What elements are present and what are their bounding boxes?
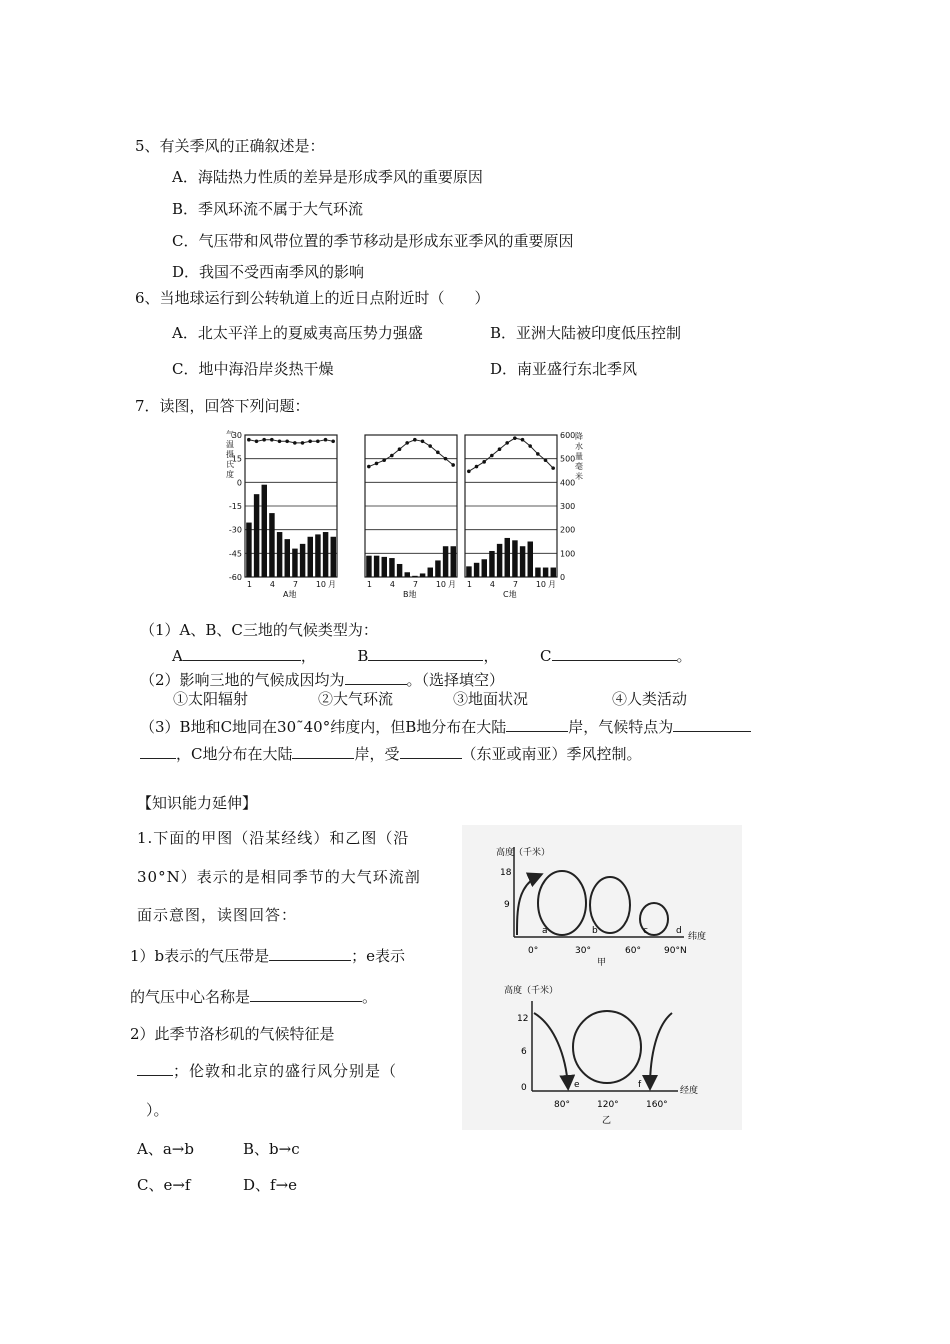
- jia-xtick-0: 0°: [528, 946, 539, 956]
- precip-bar: [497, 544, 502, 577]
- precip-bar: [528, 542, 533, 578]
- precip-bar: [520, 546, 525, 577]
- jia-point-d: d: [676, 926, 682, 936]
- left-tick-label: 15: [231, 454, 242, 464]
- climate-chart: [225, 425, 585, 605]
- x-tick-label: 10: [535, 580, 547, 589]
- x-tick-label: 10: [435, 580, 447, 589]
- precip-bar: [323, 532, 328, 577]
- temp-point: [308, 440, 312, 444]
- precip-bar: [254, 494, 259, 577]
- precip-bar: [277, 532, 282, 577]
- temp-point: [513, 436, 517, 440]
- precip-bar: [482, 559, 487, 577]
- q7-sub1: （1）A、B、C三地的气候类型为：: [140, 621, 378, 639]
- q7-sub2-tail: 。（选择填空）: [406, 671, 505, 689]
- panel-name: B地: [403, 590, 417, 599]
- x-tick-label: 4: [389, 580, 395, 589]
- temp-point: [521, 438, 525, 442]
- q7-choice-4: ④人类活动: [612, 690, 688, 708]
- temp-point: [255, 440, 259, 444]
- temp-point: [467, 469, 471, 473]
- jia-point-b: b: [592, 926, 598, 936]
- temp-point: [375, 462, 379, 466]
- ext-q1-blank-1[interactable]: [269, 960, 351, 961]
- right-tick-label: 0: [560, 573, 566, 582]
- right-tick-label: 500: [560, 454, 576, 464]
- left-tick-label: -30: [228, 525, 242, 535]
- right-tick-label: 200: [560, 525, 576, 535]
- ext-q1-sub2-line3: ）。: [146, 1101, 169, 1119]
- q7-sub1-answers: [172, 646, 692, 666]
- ext-q1-sub1-text-d: 。: [362, 988, 378, 1006]
- left-tick-label: 30: [231, 431, 242, 440]
- jia-caption: 甲: [597, 958, 607, 968]
- answer-blank-a[interactable]: [183, 660, 301, 661]
- precip-bar: [308, 537, 313, 577]
- q5-stem: 5、有关季风的正确叙述是：: [135, 137, 325, 155]
- temp-point: [444, 457, 448, 461]
- temp-point: [505, 441, 509, 445]
- jia-ytick-9: 9: [504, 900, 510, 910]
- precip-bar: [474, 563, 479, 577]
- ext-q1-sub2-text-b: ；伦敦和北京的盛行风分别是（: [173, 1062, 398, 1080]
- temp-point: [382, 458, 386, 462]
- left-axis-label-char: 温: [226, 440, 234, 449]
- yi-point-f: f: [638, 1080, 642, 1090]
- answer-blank-c[interactable]: [552, 660, 677, 661]
- precip-bar: [451, 546, 456, 577]
- ext-q1-line3: 面示意图，读图回答：: [137, 906, 298, 924]
- q7-sub3-blank-1[interactable]: [506, 731, 568, 732]
- ext-q1-blank-3[interactable]: [137, 1075, 173, 1076]
- x-tick-unit: 月: [448, 580, 456, 589]
- temp-point: [398, 447, 402, 451]
- yi-ytick-0: 0: [521, 1083, 527, 1093]
- temp-point: [536, 452, 540, 456]
- ext-option-c: C、e→f: [137, 1176, 191, 1194]
- jia-point-c: c: [643, 926, 648, 936]
- precip-bar: [285, 539, 290, 577]
- precip-bar: [315, 534, 320, 577]
- separator: ，: [483, 647, 499, 665]
- answer-label-a: A: [172, 647, 183, 665]
- q7-sub2-blank[interactable]: [345, 684, 407, 685]
- q7-sub3-line1: [140, 717, 751, 737]
- right-axis-label-char: 量: [575, 452, 583, 461]
- panel-name: C地: [503, 590, 517, 599]
- jia-xtick-90: 90°N: [664, 946, 687, 956]
- answer-blank-b[interactable]: [368, 660, 483, 661]
- right-tick-label: 100: [560, 549, 576, 559]
- precip-bar: [331, 537, 336, 577]
- left-tick-label: -45: [228, 549, 242, 559]
- left-axis-label-char: 氏: [226, 460, 234, 469]
- ext-q1-sub1-text-b: ；e表示: [351, 947, 406, 965]
- q7-sub3-blank-2b[interactable]: [140, 758, 176, 759]
- ext-q1-sub2-line2: [137, 1061, 397, 1081]
- right-axis-label-char: 米: [575, 472, 583, 481]
- temp-point: [285, 440, 289, 444]
- chart-background: [225, 425, 585, 605]
- q7-sub2-text: （2）影响三地的气候成因均为: [140, 671, 345, 689]
- ext-q1-sub1-text-a: 1）b表示的气压带是: [130, 947, 270, 965]
- q7-choice-3: ③地面状况: [453, 690, 529, 708]
- q7-sub3-blank-3[interactable]: [292, 758, 354, 759]
- q7-choice-2: ②大气环流: [318, 690, 394, 708]
- temp-point: [451, 463, 455, 467]
- temp-point: [324, 438, 328, 442]
- x-tick-label: 7: [412, 580, 418, 589]
- temp-point: [475, 465, 479, 469]
- q7-sub3-text-e: （东亚或南亚）季风控制。: [461, 745, 642, 763]
- yi-ylabel: 高度（千米）: [504, 986, 559, 996]
- temp-point: [551, 466, 555, 470]
- left-tick-label: -15: [228, 502, 242, 511]
- q7-sub3-text-a: （3）B地和C地同在30˜40°纬度内，但B地分布在大陆: [140, 718, 507, 736]
- q7-sub2: [140, 670, 504, 690]
- x-tick-label: 1: [366, 580, 372, 589]
- q7-stem: 7．读图，回答下列问题：: [135, 397, 310, 415]
- jia-xtick-30: 30°: [575, 946, 591, 956]
- x-tick-unit: 月: [328, 580, 336, 589]
- x-tick-label: 7: [292, 580, 298, 589]
- temp-point: [331, 440, 335, 444]
- ext-heading: 【知识能力延伸】: [137, 794, 258, 812]
- right-axis-label-char: 毫: [575, 462, 583, 471]
- temp-point: [405, 441, 409, 445]
- right-tick-label: 400: [560, 478, 576, 488]
- ext-option-a: A、a→b: [137, 1140, 194, 1158]
- precip-bar: [535, 568, 540, 577]
- left-axis-label-char: 度: [226, 470, 234, 479]
- precip-bar: [292, 549, 297, 577]
- yi-caption: 乙: [602, 1116, 612, 1126]
- yi-ytick-6: 6: [521, 1047, 527, 1057]
- yi-point-e: e: [574, 1080, 580, 1090]
- answer-label-c: C: [540, 647, 552, 665]
- temp-point: [247, 438, 251, 442]
- ext-q1-sub1-line1: [130, 946, 405, 966]
- ext-q1-sub1-line2: [130, 987, 377, 1007]
- temp-point: [544, 458, 548, 462]
- precip-bar: [366, 556, 371, 577]
- q7-sub3-blank-4[interactable]: [400, 758, 462, 759]
- separator: ，: [300, 647, 316, 665]
- precip-bar: [435, 560, 440, 577]
- q5-option-d: D．我国不受西南季风的影响: [172, 263, 365, 281]
- precip-bar: [443, 546, 448, 577]
- q7-sub3-blank-2[interactable]: [673, 731, 751, 732]
- q5-option-a: A．海陆热力性质的差异是形成季风的重要原因: [172, 168, 483, 186]
- precip-bar: [489, 551, 494, 577]
- q7-sub3-text-c: ，C地分布在大陆: [176, 745, 293, 763]
- temp-point: [278, 440, 282, 444]
- ext-q1-sub2-line1: 2）此季节洛杉矶的气候特征是: [130, 1025, 335, 1043]
- temp-point: [528, 444, 532, 448]
- jia-ytick-18: 18: [500, 868, 512, 878]
- q6-option-d: D．南亚盛行东北季风: [490, 360, 638, 378]
- q7-sub3-text-b: 岸，气候特点为: [568, 718, 674, 736]
- period: 。: [676, 647, 692, 665]
- precip-bar: [412, 576, 417, 577]
- yi-xtick-160: 160°: [646, 1100, 668, 1110]
- q7-sub3-line2: [140, 744, 642, 764]
- jia-xlabel: 纬度: [688, 932, 707, 942]
- precip-bar: [262, 485, 267, 577]
- x-tick-unit: 月: [548, 580, 556, 589]
- q5-option-c: C．气压带和风带位置的季节移动是形成东亚季风的重要原因: [172, 232, 574, 250]
- precip-bar: [505, 538, 510, 577]
- temp-point: [390, 454, 394, 458]
- ext-q1-blank-2[interactable]: [250, 1001, 362, 1002]
- precip-bar: [300, 544, 305, 577]
- right-axis-label-char: 水: [575, 442, 583, 451]
- precip-bar: [269, 513, 274, 577]
- circulation-figure: [462, 825, 742, 1130]
- precip-bar: [246, 523, 251, 577]
- temp-point: [482, 460, 486, 464]
- x-tick-label: 1: [466, 580, 472, 589]
- temp-point: [421, 440, 425, 444]
- precip-bar: [512, 540, 517, 577]
- x-tick-label: 1: [246, 580, 252, 589]
- precip-bar: [428, 568, 433, 577]
- ext-q1-line2: 30°N）表示的是相同季节的大气环流剖: [137, 868, 421, 886]
- q6-stem: 6、当地球运行到公转轨道上的近日点附近时（ ）: [135, 289, 490, 307]
- ext-q1-sub1-text-c: 的气压中心名称是: [130, 988, 251, 1006]
- temp-point: [301, 441, 305, 445]
- precip-bar: [420, 573, 425, 577]
- precip-bar: [466, 566, 471, 577]
- x-tick-label: 10: [315, 580, 327, 589]
- x-tick-label: 4: [489, 580, 495, 589]
- jia-xtick-60: 60°: [625, 946, 641, 956]
- precip-bar: [551, 568, 556, 577]
- precip-bar: [382, 557, 387, 577]
- precip-bar: [543, 568, 548, 577]
- temp-point: [428, 444, 432, 448]
- ext-q1-line1: 1.下面的甲图（沿某经线）和乙图（沿: [137, 829, 410, 847]
- precip-bar: [374, 556, 379, 577]
- q6-option-b: B．亚洲大陆被印度低压控制: [490, 324, 682, 342]
- precip-bar: [389, 558, 394, 577]
- yi-xlabel: 经度: [680, 1086, 699, 1096]
- answer-label-b: B: [357, 647, 369, 665]
- q7-sub3-text-d: 岸，受: [354, 745, 400, 763]
- right-tick-label: 600: [560, 431, 576, 440]
- q6-option-a: A．北太平洋上的夏威夷高压势力强盛: [172, 324, 423, 342]
- left-tick-label: -60: [228, 573, 242, 582]
- ext-option-b: B、b→c: [243, 1140, 300, 1158]
- x-tick-label: 4: [269, 580, 275, 589]
- yi-xtick-80: 80°: [554, 1100, 570, 1110]
- temp-point: [436, 451, 440, 455]
- x-tick-label: 7: [512, 580, 518, 589]
- temp-point: [270, 438, 274, 442]
- yi-ytick-12: 12: [517, 1014, 529, 1024]
- jia-point-a: a: [542, 926, 548, 936]
- temp-point: [367, 465, 371, 469]
- left-axis-label-char: 气: [226, 430, 234, 439]
- ext-option-d: D、f→e: [243, 1176, 298, 1194]
- temp-point: [262, 438, 266, 442]
- panel-name: A地: [283, 590, 297, 599]
- left-axis-label-char: 摄: [226, 450, 234, 459]
- precip-bar: [405, 572, 410, 577]
- temp-point: [498, 447, 502, 451]
- precip-bar: [397, 564, 402, 577]
- q6-option-c: C．地中海沿岸炎热干燥: [172, 360, 334, 378]
- temp-point: [316, 440, 320, 444]
- right-tick-label: 300: [560, 502, 576, 511]
- left-tick-label: 0: [236, 478, 242, 488]
- temp-point: [293, 441, 297, 445]
- yi-xtick-120: 120°: [597, 1100, 619, 1110]
- jia-ylabel: 高度（千米）: [496, 848, 551, 858]
- q5-option-b: B．季风环流不属于大气环流: [172, 200, 364, 218]
- temp-point: [413, 438, 417, 442]
- temp-point: [490, 454, 494, 458]
- q7-choice-1: ①太阳辐射: [173, 690, 249, 708]
- right-axis-label-char: 降: [575, 432, 583, 441]
